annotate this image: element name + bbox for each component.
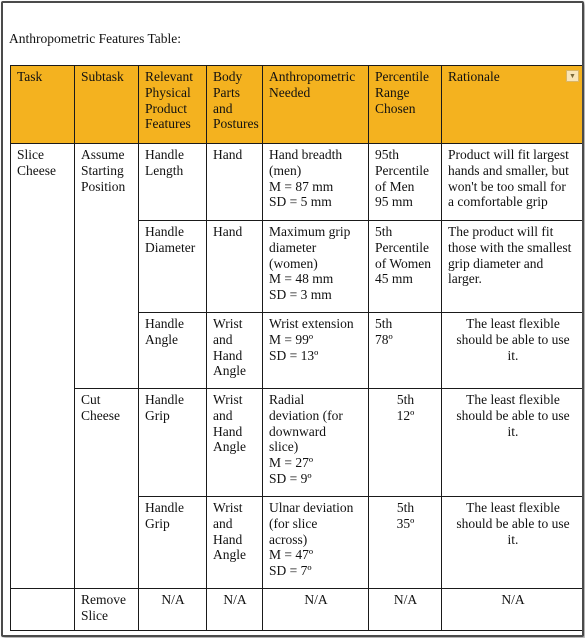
- cell-rationale: The least flexible should be able to use it.: [442, 389, 584, 497]
- cell-rationale: N/A: [442, 589, 584, 631]
- cell-task-empty: [11, 589, 75, 631]
- anthropometric-table: [10, 65, 584, 631]
- cell-feature: Handle Grip: [139, 497, 207, 589]
- cell-task: Slice Cheese: [11, 144, 75, 589]
- header-row: [11, 66, 584, 144]
- cell-body: Hand: [207, 221, 263, 313]
- cell-feature: N/A: [139, 589, 207, 631]
- cell-rationale: The product will fit those with the smallest grip diameter and larger.: [442, 221, 584, 313]
- cell-feature: Handle Length: [139, 144, 207, 221]
- cell-anthropometric: Ulnar deviation (for slice across) M = 47º SD = 7º: [263, 497, 369, 589]
- cell-percentile: N/A: [369, 589, 442, 631]
- cell-anthropometric: Radial deviation (for downward slice) M = 27º SD = 9º: [263, 389, 369, 497]
- header-percentile: Percentile Range Chosen: [369, 66, 442, 144]
- cell-rationale: The least flexible should be able to use it.: [442, 497, 584, 589]
- cell-percentile: 95th Percentile of Men 95 mm: [369, 144, 442, 221]
- header-physical-features: Relevant Physical Product Features: [139, 66, 207, 144]
- cell-percentile: 5th 35º: [369, 497, 442, 589]
- cell-rationale: Product will fit largest hands and smaller, but won't be too small for a comfortable grip: [442, 144, 584, 221]
- table-row: [11, 589, 584, 631]
- header-anthropometric: Anthropometric Needed: [263, 66, 369, 144]
- cell-anthropometric: N/A: [263, 589, 369, 631]
- cell-subtask: Remove Slice: [75, 589, 139, 631]
- cell-rationale: The least flexible should be able to use it.: [442, 313, 584, 389]
- header-body-parts: Body Parts and Postures: [207, 66, 263, 144]
- cell-percentile: 5th 78º: [369, 313, 442, 389]
- header-task: Task: [11, 66, 75, 144]
- table-frame: [1, 1, 584, 637]
- cell-body: N/A: [207, 589, 263, 631]
- dropdown-arrow-icon[interactable]: ▼: [566, 70, 579, 82]
- table-row: [11, 389, 584, 497]
- cell-feature: Handle Angle: [139, 313, 207, 389]
- cell-body: Hand: [207, 144, 263, 221]
- cell-subtask: Assume Starting Position: [75, 144, 139, 389]
- cell-body: Wrist and Hand Angle: [207, 313, 263, 389]
- cell-anthropometric: Hand breadth (men) M = 87 mm SD = 5 mm: [263, 144, 369, 221]
- cell-feature: Handle Grip: [139, 389, 207, 497]
- cell-body: Wrist and Hand Angle: [207, 497, 263, 589]
- table-caption: Anthropometric Features Table:: [9, 31, 182, 46]
- cell-percentile: 5th 12º: [369, 389, 442, 497]
- cell-subtask: Cut Cheese: [75, 389, 139, 589]
- header-rationale: Rationale ▼: [442, 66, 584, 144]
- cell-anthropometric: Maximum grip diameter (women) M = 48 mm SD = 3 mm: [263, 221, 369, 313]
- cell-anthropometric: Wrist extension M = 99º SD = 13º: [263, 313, 369, 389]
- cell-feature: Handle Diameter: [139, 221, 207, 313]
- cell-percentile: 5th Percentile of Women 45 mm: [369, 221, 442, 313]
- header-subtask: Subtask: [75, 66, 139, 144]
- cell-body: Wrist and Hand Angle: [207, 389, 263, 497]
- table-row: [11, 144, 584, 221]
